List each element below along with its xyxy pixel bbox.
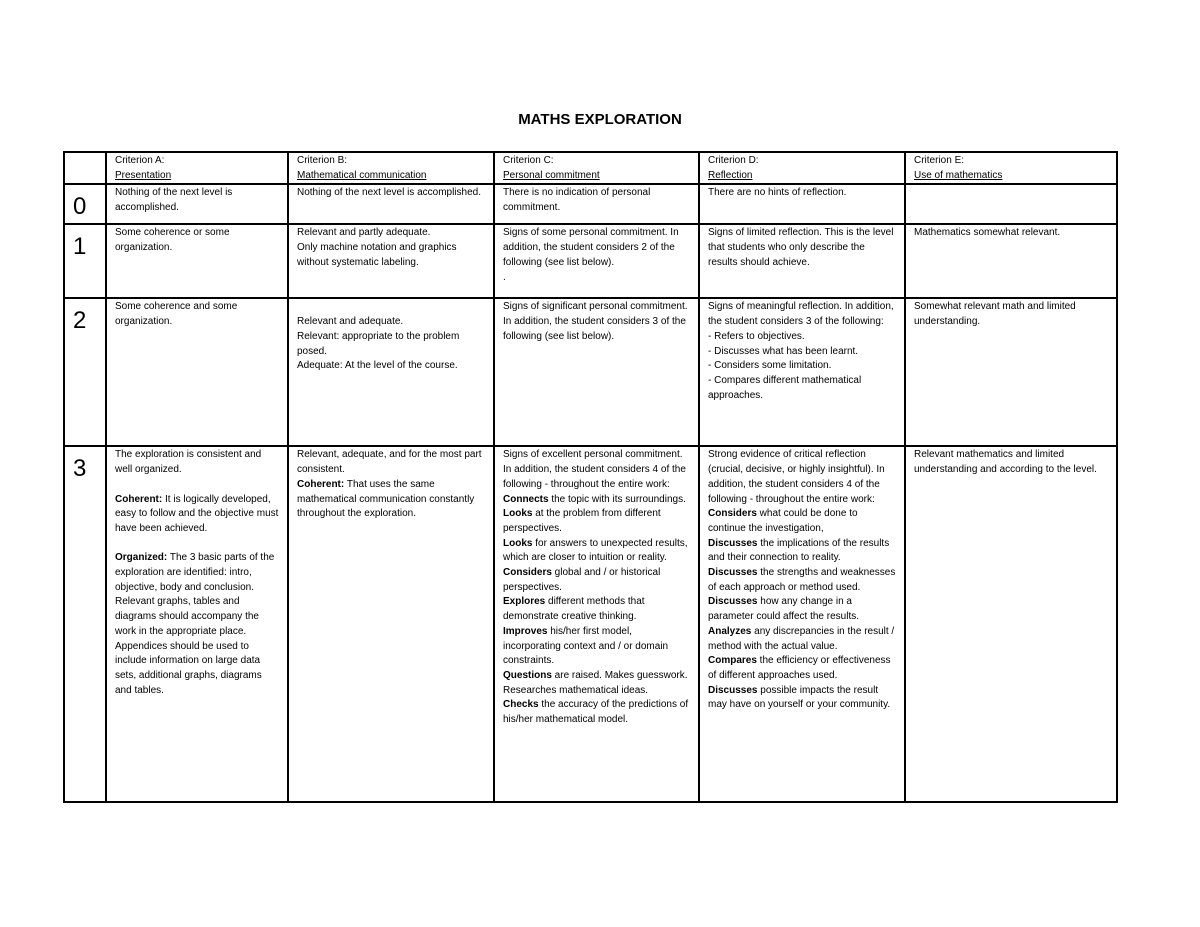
list-item: [503, 507, 690, 536]
cell-text: It is logically developed, easy to follow and the objective must have been achieved.: [115, 493, 279, 534]
cell-d: Signs of limited reflection. This is the level that students who only describe the results should achieve.: [699, 224, 905, 298]
cell-c: Signs of significant personal commitment. In addition, the student considers 3 of the following (see list below).: [494, 298, 699, 446]
list-item: [503, 698, 690, 727]
bold-term: Considers: [708, 508, 757, 520]
bold-term: Improves: [503, 625, 548, 637]
level-row-1: [64, 224, 1117, 298]
cell-text: Adequate: At the level of the course.: [297, 360, 458, 372]
bold-term: Checks: [503, 699, 539, 711]
cell-text: - Considers some limitation.: [708, 360, 832, 372]
criterion-b-header: [288, 152, 494, 184]
bold-term: Connects: [503, 493, 549, 505]
cell-text: - Compares different mathematical approaches.: [708, 374, 862, 401]
criterion-subtitle: Mathematical communication: [297, 169, 427, 181]
bold-term: Questions: [503, 669, 552, 681]
cell-e: Relevant mathematics and limited understanding and according to the level.: [905, 446, 1117, 802]
cell-a: Some coherence and some organization.: [106, 298, 288, 446]
page-title: MATHS EXPLORATION: [518, 111, 682, 128]
criterion-a-header: [106, 152, 288, 184]
criterion-subtitle: Use of mathematics: [914, 169, 1003, 181]
cell-text: the accuracy of the predictions of his/her mathematical model.: [503, 699, 689, 726]
list-item: [503, 595, 690, 624]
level-row-2: [64, 298, 1117, 446]
cell-text: Only machine notation and graphics without systematic labeling.: [297, 242, 457, 268]
cell-e: Somewhat relevant math and limited understanding.: [905, 298, 1117, 446]
cell-text: his/her first model, incorporating context and / or domain constraints.: [503, 625, 669, 667]
cell-text: the strengths and weaknesses of each approach or method used.: [708, 567, 896, 593]
criterion-subtitle: Presentation: [115, 169, 172, 181]
cell-text: Signs of excellent personal commitment. In addition, the student considers 4 of the following - throughout the entire work:: [503, 449, 686, 490]
cell-text: Relevant and partly adequate.: [297, 227, 431, 239]
list-item: [503, 537, 690, 566]
level-number: 3: [64, 446, 106, 802]
criterion-d-header: [699, 152, 905, 184]
bold-term: Discusses: [708, 684, 758, 696]
cell-text: That uses the same mathematical communication constantly throughout the exploration.: [297, 478, 475, 520]
cell-text: global and / or historical perspectives.: [503, 567, 661, 593]
level-number: 1: [64, 224, 106, 298]
cell-text: - Refers to objectives.: [708, 330, 805, 342]
cell-text: .: [503, 271, 506, 283]
cell-text: the efficiency or effectiveness of different approaches used.: [708, 655, 891, 681]
cell-text: what could be done to continue the investigation,: [708, 508, 858, 534]
criterion-name: Criterion B:: [297, 155, 348, 166]
cell-paragraph: [297, 478, 485, 522]
bold-term: Looks: [503, 537, 533, 549]
cell-a: [106, 446, 288, 802]
level-row-0: [64, 184, 1117, 224]
header-row: [64, 152, 1117, 184]
criteria-list: [708, 507, 896, 713]
cell-d: [699, 298, 905, 446]
cell-text: the topic with its surroundings.: [548, 493, 686, 505]
cell-text: the implications of the results and their connection to reality.: [708, 537, 890, 564]
criterion-e-header: [905, 152, 1117, 184]
cell-text: any discrepancies in the result / method with the actual value.: [708, 625, 895, 652]
criterion-c-header: [494, 152, 699, 184]
bold-term: Coherent:: [115, 493, 163, 505]
cell-paragraph: [115, 493, 279, 537]
cell-text: Signs of some personal commitment. In addition, the student considers 2 of the following (see list below).: [503, 227, 679, 268]
cell-text: possible impacts the result may have on yourself or your community.: [708, 684, 891, 711]
cell-text: Relevant and adequate.: [297, 316, 404, 328]
cell-text: The 3 basic parts of the exploration are identified: intro, objective, body and conclusion. Relevant graphs, tables and diagrams should accompany the work in the appropriate place. Appendices should be used to include information on large data sets, additional graphs, diagrams and tables.: [115, 552, 275, 696]
list-item: [708, 595, 896, 624]
cell-b: [288, 298, 494, 446]
bold-term: Looks: [503, 508, 533, 520]
bold-term: Analyzes: [708, 625, 752, 637]
bold-term: Discusses: [708, 537, 758, 549]
cell-c: There is no indication of personal commitment.: [494, 184, 699, 224]
cell-e: Mathematics somewhat relevant.: [905, 224, 1117, 298]
criterion-name: Criterion D:: [708, 155, 759, 166]
bold-term: Coherent:: [297, 478, 345, 490]
level-number: 2: [64, 298, 106, 446]
level-row-3: [64, 446, 1117, 802]
bold-term: Discusses: [708, 567, 758, 579]
bold-term: Considers: [503, 567, 552, 579]
bold-term: Discusses: [708, 596, 758, 608]
cell-text: - Discusses what has been learnt.: [708, 345, 859, 357]
criteria-list: [503, 493, 690, 728]
cell-text: Strong evidence of critical reflection (crucial, decisive, or highly insightful). In addition, the student considers 4 of the following - throughout the entire work:: [708, 449, 885, 505]
bold-term: Compares: [708, 655, 757, 667]
list-item: [503, 493, 690, 508]
list-item: [503, 669, 690, 698]
cell-text: for answers to unexpected results, which are closer to intuition or reality.: [503, 537, 688, 564]
rubric-table: [63, 151, 1118, 803]
cell-d: There are no hints of reflection.: [699, 184, 905, 224]
criterion-name: Criterion C:: [503, 155, 554, 166]
cell-e: [905, 184, 1117, 224]
criterion-name: Criterion E:: [914, 155, 965, 166]
criterion-subtitle: Personal commitment: [503, 169, 600, 181]
list-item: [708, 625, 896, 654]
corner-cell: [64, 152, 106, 184]
cell-text: how any change in a parameter could affect the results.: [708, 596, 860, 623]
list-item: [708, 537, 896, 566]
cell-text: The exploration is consistent and well organized.: [115, 449, 262, 476]
cell-text: Relevant: appropriate to the problem posed.: [297, 330, 460, 357]
cell-text: are raised. Makes guesswork. Researches mathematical ideas.: [503, 669, 688, 696]
bold-term: Explores: [503, 596, 546, 608]
cell-paragraph: [115, 551, 279, 698]
bold-term: Organized:: [115, 552, 168, 564]
list-item: [708, 654, 896, 683]
cell-text: at the problem from different perspectives.: [503, 508, 661, 534]
cell-c: [494, 224, 699, 298]
list-item: [503, 566, 690, 595]
list-item: [708, 684, 896, 713]
cell-b: [288, 224, 494, 298]
list-item: [503, 625, 690, 669]
cell-text: Signs of meaningful reflection. In addition, the student considers 3 of the following:: [708, 301, 894, 328]
level-number: 0: [64, 184, 106, 224]
cell-c: [494, 446, 699, 802]
cell-a: Nothing of the next level is accomplished.: [106, 184, 288, 224]
list-item: [708, 566, 896, 595]
cell-d: [699, 446, 905, 802]
cell-b: [288, 446, 494, 802]
criterion-subtitle: Reflection: [708, 169, 753, 181]
list-item: [708, 507, 896, 536]
cell-text: Relevant, adequate, and for the most part consistent.: [297, 449, 482, 476]
cell-b: Nothing of the next level is accomplished.: [288, 184, 494, 224]
cell-a: Some coherence or some organization.: [106, 224, 288, 298]
cell-text: different methods that demonstrate creative thinking.: [503, 596, 645, 623]
criterion-name: Criterion A:: [115, 155, 165, 166]
